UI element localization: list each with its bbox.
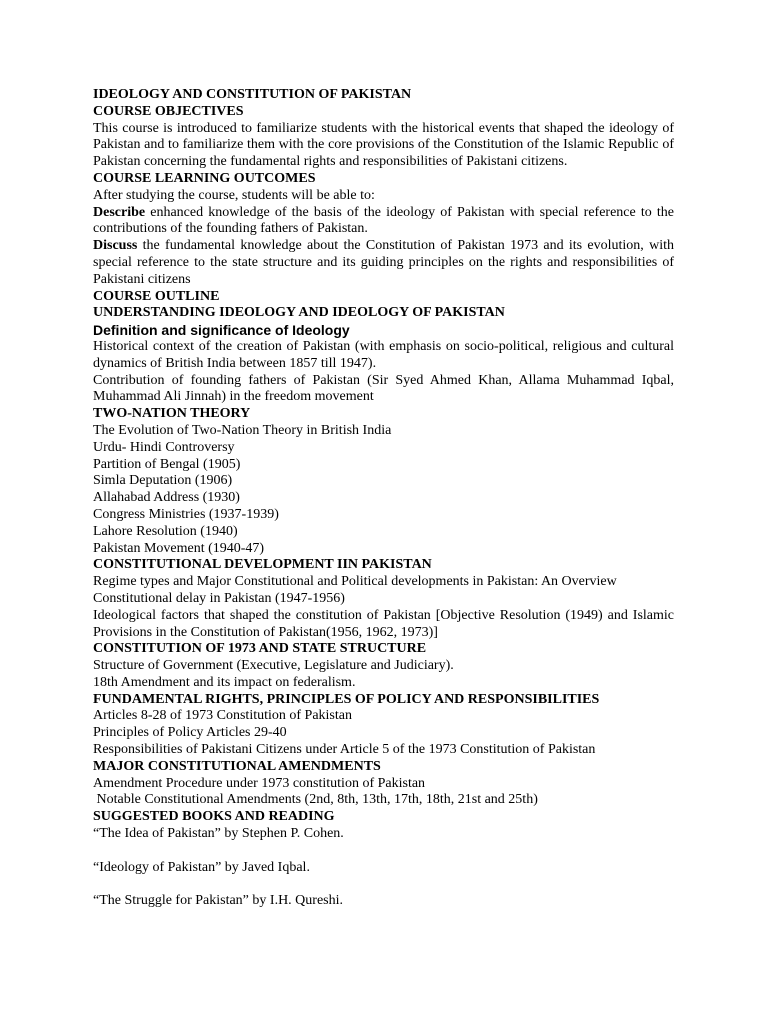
blank-line: [93, 843, 674, 860]
outcome-item: [93, 238, 674, 288]
outline-item: Historical context of the creation of Pakistan (with emphasis on socio-political, religious and cultural dynamics of British India between 1857 till 1947).: [93, 338, 674, 371]
document-title: IDEOLOGY AND CONSTITUTION OF PAKISTAN: [93, 87, 412, 102]
outline-item: Congress Ministries (1937-1939): [93, 506, 279, 522]
outline-item: Partition of Bengal (1905): [93, 456, 241, 472]
outline-item: Constitutional delay in Pakistan (1947-1956): [93, 590, 345, 606]
objectives-heading: COURSE OBJECTIVES: [93, 103, 244, 119]
section-heading-fundamental-rights: FUNDAMENTAL RIGHTS, PRINCIPLES OF POLICY AND RESPONSIBILITIES: [93, 691, 600, 707]
document-body: [93, 87, 674, 910]
outline-item: Articles 8-28 of 1973 Constitution of Pakistan: [93, 708, 352, 724]
book-item: “The Struggle for Pakistan” by I.H. Qureshi.: [93, 893, 343, 909]
outline-item: Responsibilities of Pakistani Citizens under Article 5 of the 1973 Constitution of Pakistan: [93, 742, 596, 758]
outcomes-intro: After studying the course, students will be able to:: [93, 187, 375, 203]
outcome-verb: Describe: [93, 204, 146, 220]
outline-item: Notable Constitutional Amendments (2nd, 8th, 13th, 17th, 18th, 21st and 25th): [93, 792, 538, 808]
outline-item: Urdu- Hindi Controversy: [93, 439, 235, 455]
outcomes-heading: COURSE LEARNING OUTCOMES: [93, 170, 316, 186]
outline-item: Simla Deputation (1906): [93, 473, 233, 489]
blank-line: [93, 876, 674, 893]
outline-item: Regime types and Major Constitutional and Political developments in Pakistan: An Overview: [93, 574, 617, 590]
outline-item: Amendment Procedure under 1973 constitution of Pakistan: [93, 775, 426, 791]
book-item: “The Idea of Pakistan” by Stephen P. Cohen.: [93, 826, 344, 842]
outline-heading: COURSE OUTLINE: [93, 288, 220, 304]
section-subheading: Definition and significance of Ideology: [93, 322, 350, 339]
objectives-paragraph: This course is introduced to familiarize students with the historical events that shaped the ideology of Pakistan and to familiarize them with the core provisions of the Constitution of the Islamic Republic of Pakistan concerning the fundamental rights and responsibilities of Pakistani citizens.: [93, 120, 674, 170]
outline-item: 18th Amendment and its impact on federalism.: [93, 674, 356, 690]
section-heading-constitution-1973: CONSTITUTION OF 1973 AND STATE STRUCTURE: [93, 641, 427, 657]
section-heading-constitutional-development: CONSTITUTIONAL DEVELOPMENT IIN PAKISTAN: [93, 557, 432, 573]
section-heading-amendments: MAJOR CONSTITUTIONAL AMENDMENTS: [93, 758, 381, 774]
outline-item: Structure of Government (Executive, Legislature and Judiciary).: [93, 658, 454, 674]
outcome-text: the fundamental knowledge about the Constitution of Pakistan 1973 and its evolution, with special reference to the state structure and its guiding principles on the rights and responsibilities of Pakistani citizens: [93, 238, 674, 287]
outcome-text: enhanced knowledge of the basis of the ideology of Pakistan with special reference to the contributions of the founding fathers of Pakistan.: [93, 204, 674, 237]
outline-item: Ideological factors that shaped the constitution of Pakistan [Objective Resolution (1949) and Islamic Provisions in the Constitution of Pakistan(1956, 1962, 1973)]: [93, 607, 674, 640]
outline-item: Principles of Policy Articles 29-40: [93, 725, 287, 741]
section-heading-ideology: UNDERSTANDING IDEOLOGY AND IDEOLOGY OF PAKISTAN: [93, 305, 505, 321]
outline-item: Lahore Resolution (1940): [93, 523, 238, 539]
outline-item: Allahabad Address (1930): [93, 490, 240, 506]
outline-item: The Evolution of Two-Nation Theory in British India: [93, 422, 392, 438]
outcome-verb: Discuss: [93, 238, 138, 254]
outline-item: Contribution of founding fathers of Pakistan (Sir Syed Ahmed Khan, Allama Muhammad Iqbal, Muhammad Ali Jinnah) in the freedom movement: [93, 372, 674, 405]
books-heading: SUGGESTED BOOKS AND READING: [93, 809, 335, 825]
outcome-item: [93, 205, 674, 239]
outline-item: Pakistan Movement (1940-47): [93, 540, 265, 556]
book-item: “Ideology of Pakistan” by Javed Iqbal.: [93, 859, 310, 875]
section-heading-two-nation: TWO-NATION THEORY: [93, 406, 251, 422]
